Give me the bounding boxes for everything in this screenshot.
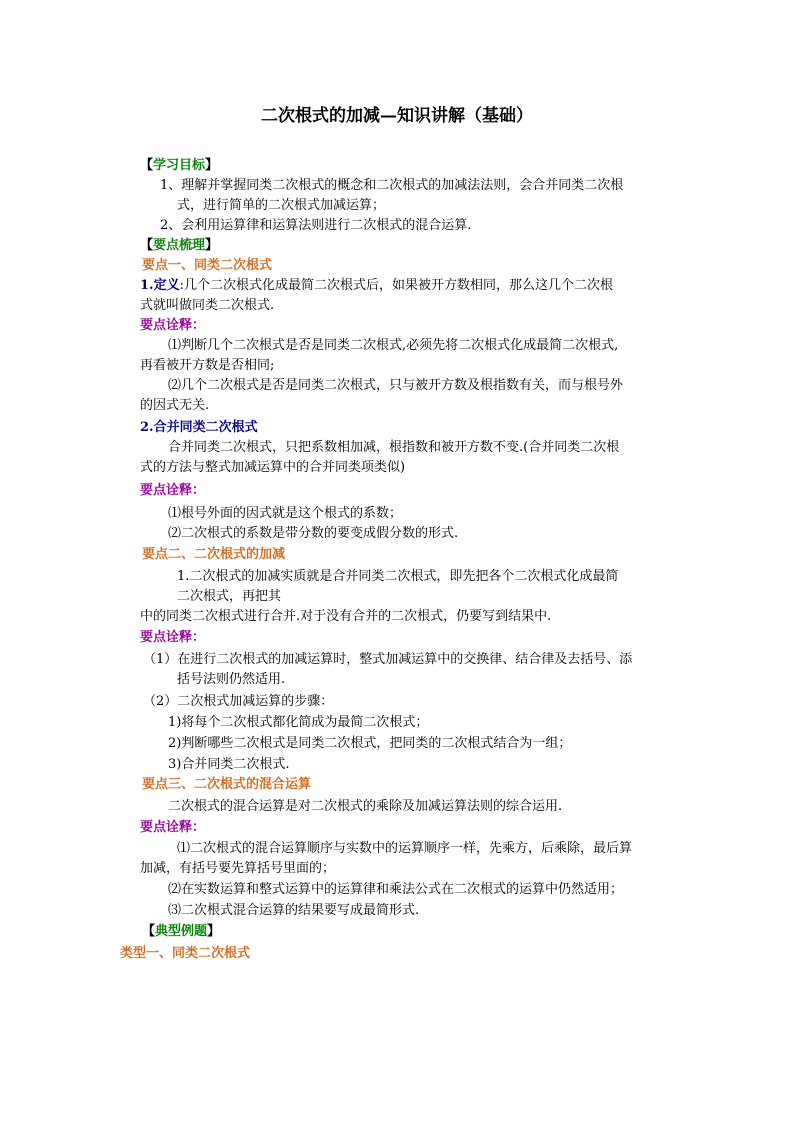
- bracket-close: 】: [207, 924, 221, 939]
- mixed-note-3: ⑶二次根式混合运算的结果要写成最简形式.: [168, 903, 420, 918]
- mixed-note-1-line-1: ⑴二次根式的混合运算顺序与实数中的运算顺序一样，先乘方，后乘除，最后算: [177, 841, 633, 856]
- section-header-points: [140, 236, 218, 256]
- bracket-open: 【: [140, 238, 154, 253]
- point-2-heading: 要点二、二次根式的加减: [142, 547, 286, 562]
- note-label-4: 要点诠释：: [140, 820, 206, 835]
- definition-line-2: 式就叫做同类二次根式.: [140, 298, 275, 313]
- step-3: 3)合并同类二次根式.: [168, 757, 290, 772]
- goals-header-text: 学习目标: [153, 158, 206, 173]
- examples-header-text: 典型例题: [155, 924, 208, 939]
- section-header-examples: [142, 922, 220, 942]
- note-1-line-2: 再看被开方数是否相同;: [140, 358, 275, 373]
- document-title: 二次根式的加减—知识讲解（基础）: [261, 106, 533, 126]
- merge-line-2: 式的方法与整式加减运算中的合并同类项类似): [140, 460, 406, 475]
- addition-note-2: （2）二次根式加减运算的步骤：: [143, 694, 334, 709]
- merge-note-1: ⑴根号外面的因式就是这个根式的系数；: [168, 506, 403, 521]
- point-2-line-1: 1.二次根式的加减实质就是合并同类二次根式，即先把各个二次根式化成最简: [177, 569, 619, 584]
- addition-note-1-line-1: （1）在进行二次根式的加减运算时，整式加减运算中的交换律、结合律及去括号、添: [143, 652, 633, 667]
- step-1: 1)将每个二次根式都化简成为最简二次根式；: [168, 715, 429, 730]
- section-header-goals: [140, 156, 218, 176]
- type-1-heading: 类型一、同类二次根式: [120, 946, 251, 961]
- points-header-text: 要点梳理: [153, 238, 206, 253]
- point-1-heading: 要点一、同类二次根式: [142, 258, 273, 273]
- merge-note-2: ⑵二次根式的系数是带分数的要变成假分数的形式.: [168, 526, 459, 541]
- note-1-line-1: ⑴判断几个二次根式是否是同类二次根式,必须先将二次根式化成最简二次根式,: [168, 338, 619, 353]
- point-3-description: 二次根式的混合运算是对二次根式的乘除及加减运算法则的综合运用.: [168, 799, 563, 814]
- goal-1-line-2: 式，进行简单的二次根式加减运算；: [177, 198, 386, 213]
- mixed-note-2: ⑵在实数运算和整式运算中的运算律和乘法公式在二次根式的运算中仍然适用；: [168, 882, 624, 897]
- step-2: 2)判断哪些二次根式是同类二次根式，把同类的二次根式结合为一组；: [168, 736, 572, 751]
- goal-1-line-1: 1、理解并掌握同类二次根式的概念和二次根式的加减法法则，会合并同类二次根: [160, 178, 624, 193]
- note-label-2: 要点诠释：: [140, 483, 206, 498]
- note-label-3: 要点诠释：: [140, 630, 206, 645]
- definition-text: :几个二次根式化成最简二次根式后，如果被开方数相同，那么这几个二次根: [179, 278, 613, 293]
- bracket-close: 】: [205, 158, 219, 173]
- mixed-note-1-line-2: 加减，有括号要先算括号里面的；: [140, 861, 336, 876]
- note-label-1: 要点诠释：: [140, 318, 206, 333]
- goal-2: 2、会利用运算律和运算法则进行二次根式的混合运算.: [160, 218, 472, 233]
- bracket-open: 【: [140, 158, 154, 173]
- merge-label: 2.合并同类二次根式: [140, 420, 258, 435]
- bracket-close: 】: [205, 238, 219, 253]
- definition-label: 1.定义: [140, 278, 180, 293]
- bracket-open: 【: [142, 924, 156, 939]
- point-3-heading: 要点三、二次根式的混合运算: [142, 777, 312, 792]
- point-2-line-2: 二次根式，再把其: [177, 589, 282, 604]
- point-2-line-3: 中的同类二次根式进行合并.对于没有合并的二次根式，仍要写到结果中.: [140, 609, 552, 624]
- note-2-line-2: 的因式无关.: [140, 398, 210, 413]
- note-2-line-1: ⑵几个二次根式是否是同类二次根式，只与被开方数及根指数有关，而与根号外: [168, 378, 624, 393]
- addition-note-1-line-2: 括号法则仍然适用.: [177, 672, 286, 687]
- definition-line-1: [140, 276, 613, 296]
- merge-line-1: 合并同类二次根式，只把系数相加减，根指数和被开方数不变.(合并同类二次根: [168, 440, 620, 455]
